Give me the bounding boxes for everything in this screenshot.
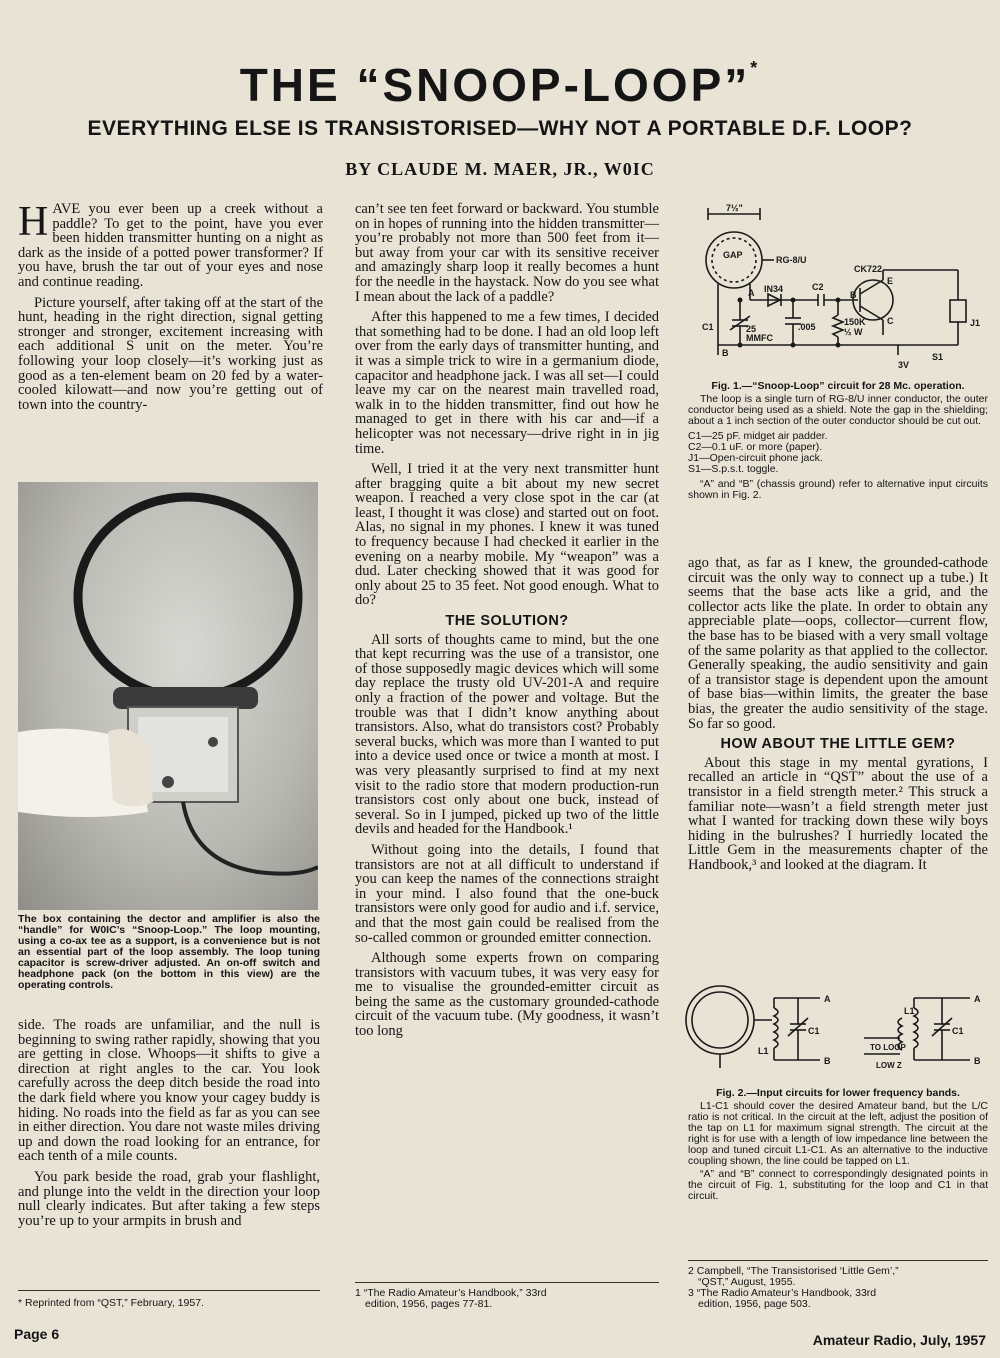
fig2-caption-text: L1-C1 should cover the desired Amateur band, but the L/C ratio is not critical. In the circuit at the left, adjust the position of the tap on L1 for maximum signal strength. The circuit at the right is for use with a length of low impedance line between the loop and tuned circuit L1-C1. As an alternative to the inductive coupling shown, the line could be tapped on L1. <box>688 1100 988 1167</box>
paragraph: can’t see ten feet forward or backward. You stumble on in hopes of running into the hidden transmitter—you’re probably not more than 500 feet from it—but away from your car with its sensitive receiver and amazingly sharp loop it really becomes a hunt for the needle in the haystack. Now do you see what I mean about the lack of a paddle? <box>355 201 659 305</box>
parts-item: S1—S.p.s.t. toggle. <box>688 463 779 475</box>
fig1-label-c1-value: 25 <box>746 324 757 334</box>
paragraph: HAVE you ever been up a creek without a paddle? To get to the point, have you ever been hidden transmitter hunting on a night as dark as the inside of a potted power transformer? If you have, brush the tar out of your eyes and nose and continue reading. <box>18 199 323 290</box>
fig2-label-a-right: A <box>974 994 981 1004</box>
fig1-label-b: B <box>722 348 729 358</box>
section-heading: HOW ABOUT THE LITTLE GEM? <box>720 736 956 753</box>
fig1-label-a: A <box>748 288 755 298</box>
fig2-caption-note: “A” and “B” connect to correspondingly designated points in the circuit of Fig. 1, substituting for the loop and C1 in that circuit. <box>688 1168 988 1202</box>
publication-footer: Amateur Radio, July, 1957 <box>812 1332 986 1348</box>
fig1-caption-title: Fig. 1.—“Snoop-Loop” circuit for 28 Mc. operation. <box>711 380 965 392</box>
parts-item: J1—Open-circuit phone jack. <box>688 452 823 464</box>
fig1-label-c2: C2 <box>812 282 824 292</box>
fig2-label-c1-right: C1 <box>952 1026 964 1036</box>
fig1-label-c1: C1 <box>702 322 714 332</box>
paragraph: Picture yourself, after taking off at the start of the hunt, heading in the right direction, signal getting stronger and stronger, excitement increasing with each additional S unit on the meter. You’re following your loop closely—it’s working just as good as a ten-element beam on 20 fed by a water-cooled kilowatt—and now you’re getting out of town into the country- <box>18 294 323 413</box>
fig2-label-to-loop: TO LOOP <box>870 1043 906 1052</box>
article-byline: BY CLAUDE M. MAER, JR., W0IC <box>345 159 655 179</box>
fig2-label-a-left: A <box>824 994 831 1004</box>
fig1-label-transistor: CK722 <box>854 264 883 274</box>
paragraph: Without going into the details, I found that transistors are not at all difficult to understand if you can keep the names of the connections straight in your mind. I also found that the one-buck transistors were only good for audio and i.f. service, and that the most gain could be realised from the so-called common or grounded emitter connection. <box>355 841 659 946</box>
paragraph: You park beside the road, grab your flashlight, and plunge into the veldt in the direction your loop null clearly indicates. But after taking a few steps you’re up to your armpits in brush and <box>18 1168 320 1229</box>
column-1-top <box>18 199 323 418</box>
fig2-schematic <box>680 968 988 1078</box>
snoop-loop-illustration <box>18 482 318 910</box>
column-2 <box>355 202 659 1045</box>
fig2-label-l1-right: L1 <box>904 1006 915 1016</box>
fig2-label-b-right: B <box>974 1056 981 1066</box>
fig1-label-dim: 7½" <box>726 203 743 213</box>
paragraph: After this happened to me a few times, I decided that something had to be done. I had an old loop left over from the early days of transmitter hunting, and it was a simple trick to wire in a germanium diode, capacitor and headphone jack. I was all set—I could leave my car on the nearest main travelled road, walk in to the hidden transmitter, find out how he managed to get in there with his car and—if a helicopter was not necessary—drive right in in jig time. <box>355 309 659 457</box>
paragraph: ago that, as far as I knew, the grounded-cathode circuit was the only way to connect up a tube.) It seems that the base acts like a grid, and the collector acts like the plate. In order to obtain any appreciable plate—oops, collector—current flow, the base has to be biased with a very small voltage of the same polarity as that applied to the collector. Generally speaking, the audio sensitivity and gain of a transistor stage is dependent upon the amount of base bias—within limits, the greater the base bias, the greater the audio sensitivity of the stage. So far so good. <box>688 555 988 732</box>
loop-photo <box>18 482 318 910</box>
fig1-parts-list <box>688 431 988 475</box>
page-number: Page 6 <box>14 1326 60 1342</box>
paragraph: side. The roads are unfamiliar, and the null is beginning to swing rather rapidly, showing that you are getting in close. Whoops—it shifts to give a direction at right angles to the car. You look carefully across the deep ditch beside the road into the dark field where you know your cagey buddy is hiding. No roads into the field as far as you can see in either direction. You dare not waste miles driving up and down the road looking for an entrance, for each tenth of a mile counts. <box>18 1017 320 1165</box>
fig1-schematic <box>688 200 988 378</box>
fig1-label-emitter: E <box>887 276 894 286</box>
fig1-caption <box>688 381 988 503</box>
footnote: 1 “The Radio Amateur’s Handbook,” 33rd edition, 1956, pages 77-81. <box>355 1287 547 1310</box>
divider <box>18 1290 320 1291</box>
fig1-label-j1: J1 <box>970 318 981 328</box>
parts-item: C2—0.1 uF. or more (paper). <box>688 441 823 453</box>
fig1-label-collector: C <box>887 316 894 326</box>
footnote: * Reprinted from “QST,” February, 1957. <box>18 1297 204 1309</box>
fig1-label-coax: RG-8/U <box>776 255 807 265</box>
fig2-label-low-z: LOW Z <box>876 1061 902 1070</box>
paragraph: About this stage in my mental gyrations, I recalled an article in “QST” about the use of a transistor in a field strength meter.² This struck a familiar note—wasn’t a field strength meter just what I wanted for tracking down these wily boys hiding in the bulrushes? I hurriedly located the Little Gem in the measurements chapter of the Handbook,³ and looked at the diagram. It <box>688 754 988 873</box>
fig1-caption-note: “A” and “B” (chassis ground) refer to alternative input circuits shown in Fig. 2. <box>688 478 988 501</box>
article-subtitle: EVERYTHING ELSE IS TRANSISTORISED—WHY NOT A PORTABLE D.F. LOOP? <box>87 117 913 140</box>
parts-item: C1—25 pF. midget air padder. <box>688 430 828 442</box>
paragraph: Well, I tried it at the very next transmitter hunt after bragging quite a bit about my new secret weapon. I reached a very close spot in the car (at least, I thought it was close) and started out on foot. Alas, no signal in my phones. I knew it was tuned to frequency because I had checked it earlier in the evening on a nearby mobile. My “weapon” was a dud. Later checking showed that it was good for only about 25 to 35 feet. Not good enough. What to do? <box>355 461 659 609</box>
fig1-label-s1: S1 <box>932 352 944 362</box>
fig2-caption <box>688 1088 988 1204</box>
paragraph: Although some experts frown on comparing transistors with vacuum tubes, it was very easy for me to visualise the grounded-emitter circuit as being the same as the customary grounded-cathode circuit of the vacuum tube. (My goodness, it wasn’t too long <box>355 950 659 1040</box>
fig1-label-c1-unit: MMFC <box>746 333 773 343</box>
paragraph: All sorts of thoughts came to mind, but the one that kept recurring was the use of a transistor, one of those supposedly magic devices which will some day replace the trusty old UV-201-A and require only a fraction of the power and voltage. But the trouble was that I didn’t know anything about transistors. Also, what do transistors cost? Probably several bucks, which was more than I wanted to put into a device used once or twice a month at most. I was very pleasantly surprised to find at my next visit to the radio store that modern production-run transistors cost only about one buck, instead of several. So in I jumped, picked up two of the little devils and headed for the Handbook.¹ <box>355 631 659 838</box>
fig1-label-res-watt: ½ W <box>844 327 863 337</box>
photo-caption: The box containing the dector and amplifier is also the “handle” for W0IC’s “Snoop-Loop.” The loop mounting, using a co-ax tee as a support, is a convenience but is not an essential part of the loop assembly. The loop tuning capacitor is screw-driver adjusted. An on-off switch and headphone pack (on the bottom in this view) are the operating controls. <box>18 913 320 991</box>
fig2-label-b-left: B <box>824 1056 831 1066</box>
fig1-label-res: 150K <box>844 317 866 327</box>
fig1-label-gap: GAP <box>723 250 743 260</box>
fig2-caption-title: Fig. 2.—Input circuits for lower frequency bands. <box>716 1087 960 1099</box>
fig1-label-battery: 3V <box>898 360 910 370</box>
column-1-bottom <box>18 1018 320 1234</box>
footnotes: 2 Campbell, “The Transistorised ‘Little Gem’,” “QST,” August, 1955. 3 “The Radio Amateur’s Handbook, 33rd edition, 1956, page 503. <box>688 1265 899 1310</box>
fig2-label-l1-left: L1 <box>758 1046 769 1056</box>
fig2-label-c1-left: C1 <box>808 1026 820 1036</box>
column-3 <box>688 556 988 878</box>
divider <box>688 1260 988 1261</box>
section-heading: THE SOLUTION? <box>445 613 569 630</box>
fig1-caption-text: The loop is a single turn of RG-8/U inner conductor, the outer conductor being used as a shield. Note the gap in the shielding; about a 1 inch section of the outer conductor should be cut out. <box>688 393 988 427</box>
fig1-label-base: B <box>850 290 857 300</box>
article-title: THE “SNOOP-LOOP”* <box>239 58 761 111</box>
divider <box>355 1282 659 1283</box>
fig1-label-cap2: .005 <box>798 322 816 332</box>
fig1-label-diode: IN34 <box>764 284 784 294</box>
